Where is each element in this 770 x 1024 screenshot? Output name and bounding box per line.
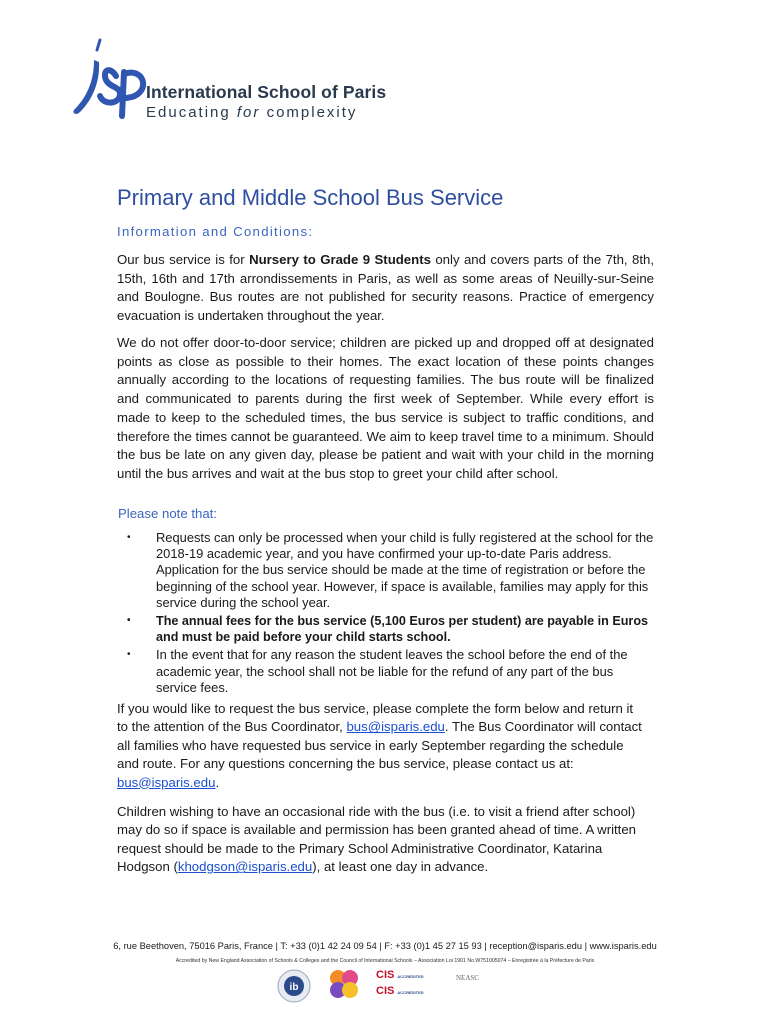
conditions-list bbox=[117, 530, 657, 698]
coordinator-email-link[interactable]: khodgson@isparis.edu bbox=[177, 859, 313, 875]
accreditation-badges bbox=[276, 966, 506, 1006]
colorful-badge-icon bbox=[328, 968, 360, 1002]
cis-badge-label: ACCREDITED bbox=[397, 974, 424, 979]
ib-logo-icon bbox=[276, 968, 312, 1004]
cis-badge: CIS bbox=[376, 985, 395, 997]
footer-accreditation: Accredited by New England Association of Schools & Colleges and the Council of International Schools – Association Loi 1901 No.W751005074 – Enregistrée à la Préfecture de Paris bbox=[175, 958, 595, 964]
list-item: • Requests can only be processed when your child is fully registered at the school for the 2018-19 academic year, and you have confirmed your up-to-date Paris address. Application for the bus service should be made at the time of registration or before the beginning of the school year. However, if space is available, families may apply for this service during the school year. bbox=[127, 530, 654, 610]
cis-badges bbox=[376, 968, 438, 1002]
cis-badge: CIS bbox=[376, 969, 395, 981]
bullet-icon: • bbox=[127, 649, 131, 661]
bullet-icon: • bbox=[127, 532, 131, 543]
school-name: International School of Paris bbox=[146, 82, 387, 102]
cis-badge-label: ACCREDITED bbox=[397, 990, 424, 995]
page-title: Primary and Middle School Bus Service bbox=[117, 185, 504, 210]
intro-paragraph: Our bus service is for Nursery to Grade 9 Students only and covers parts of the 7th, 8th, 15th, 16th and 17th arrondissements in Paris, as well as some areas of Neuilly-sur-Seine and Boulogne. Bus routes are not published for security reasons. Practice of emergency evacuation is undertaken throughout the year. bbox=[117, 252, 654, 324]
neasc-badge: NEASC bbox=[456, 974, 479, 982]
footer-contact: 6, rue Beethoven, 75016 Paris, France | T: +33 (0)1 42 24 09 54 | F: +33 (0)1 45 27 15 93 | reception@isparis.edu | www.isparis.edu bbox=[113, 941, 657, 951]
request-paragraph: If you would like to request the bus service, please complete the form below and return it to the attention of the Bus Coordinator, bus@isparis.edu. The Bus Coordinator will contact all families who have requested bus service in early September regarding the schedule and route. For any questions concerning the bus service, please contact us at: bus@isparis.edu. bbox=[117, 701, 642, 790]
school-tagline: Educating for complexity bbox=[146, 104, 358, 121]
bus-email-link-2[interactable]: bus@isparis.edu bbox=[117, 774, 216, 790]
note-label: Please note that: bbox=[118, 506, 217, 521]
isp-logo-icon bbox=[64, 36, 154, 126]
list-item: • The annual fees for the bus service (5,100 Euros per student) are payable in Euros and must be paid before your child starts school. bbox=[127, 614, 649, 645]
bullet-icon: • bbox=[127, 615, 131, 627]
list-item: • In the event that for any reason the student leaves the school before the end of the academic year, the school shall not be liable for the refund of any part of the bus service fees. bbox=[127, 647, 628, 695]
occasional-ride-paragraph: Children wishing to have an occasional ride with the bus (i.e. to visit a friend after school) may do so if space is available and permission has been granted ahead of time. A written request should be made to the Primary School Administrative Coordinator, Katarina Hodgson (khodgson@isparis.edu), at least one day in advance. bbox=[117, 804, 637, 875]
bus-email-link[interactable]: bus@isparis.edu bbox=[346, 719, 445, 735]
service-paragraph: We do not offer door-to-door service; children are picked up and dropped off at designated points as close as possible to their homes. The exact location of these points changes annually according to the locations of requesting families. The bus route will be finalized and communicated to parents during the first week of September. While every effort is made to keep to the scheduled times, the bus service is subject to traffic conditions, and therefore the times cannot be guaranteed. We aim to keep travel time to a minimum. Should the bus be late on any given day, please be patient and wait with your child in the morning until the bus arrives and wait at the bus stop to greet your child after school. bbox=[117, 335, 654, 481]
svg-text:ib: ib bbox=[289, 982, 299, 993]
section-subtitle: Information and Conditions: bbox=[117, 224, 314, 239]
